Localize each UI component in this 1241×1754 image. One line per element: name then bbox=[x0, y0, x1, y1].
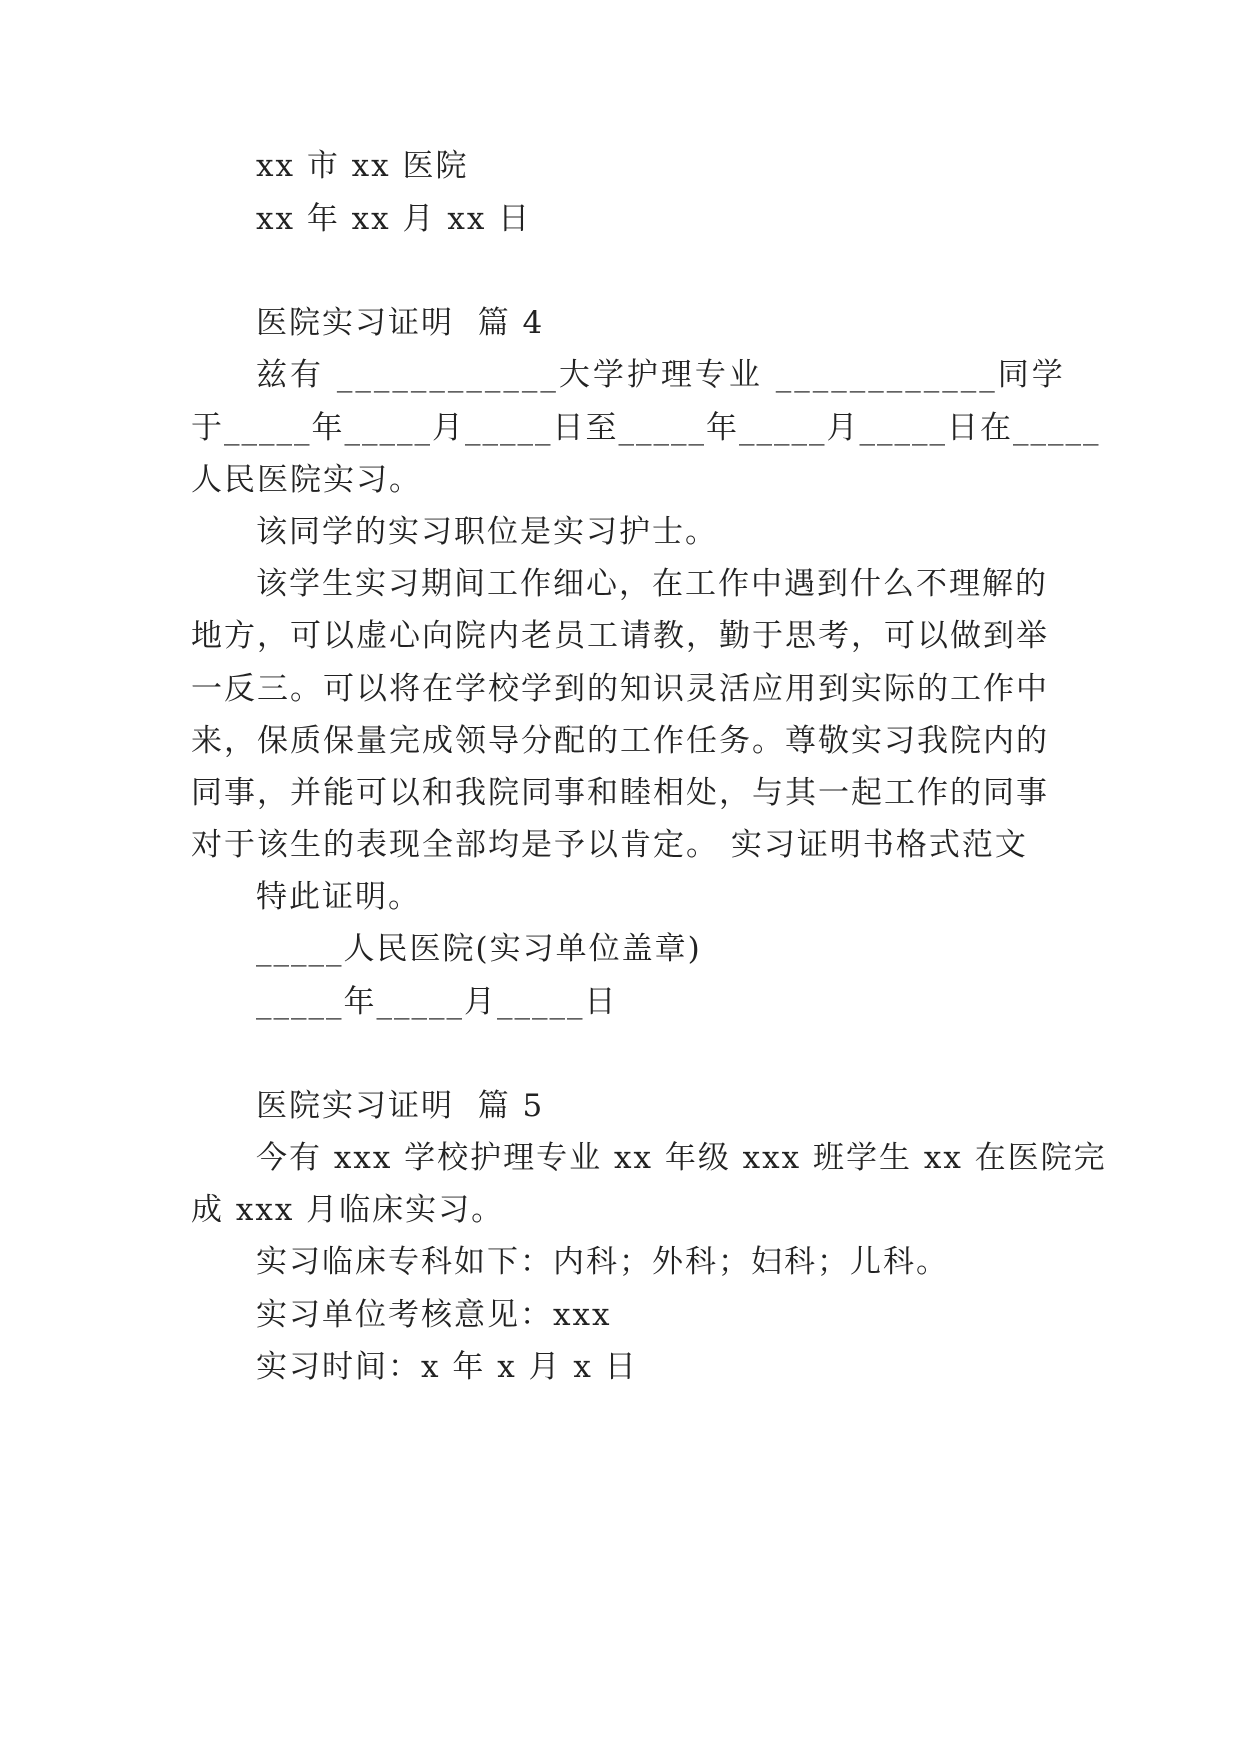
section-4-intro-line-2: 于_____年_____月_____日至_____年_____月_____日在_____ bbox=[191, 410, 1101, 446]
section-5-departments: 实习临床专科如下：内科；外科；妇科；儿科。 bbox=[256, 1244, 949, 1280]
section-4-closing: 特此证明。 bbox=[256, 879, 421, 915]
section-5-heading: 医院实习证明 篇 5 bbox=[256, 1088, 545, 1124]
section-4-intro-line-1: 兹有 ____________大学护理专业 ____________同学 bbox=[256, 357, 1066, 393]
section-4-heading: 医院实习证明 篇 4 bbox=[256, 305, 545, 341]
section-4-eval-line-6: 对于该生的表现全部均是予以肯定。 实习证明书格式范文 bbox=[191, 827, 1028, 863]
section-4-intro-line-3: 人民医院实习。 bbox=[191, 462, 422, 498]
section-5-opinion: 实习单位考核意见：xxx bbox=[256, 1297, 612, 1333]
section-5-time: 实习时间：x 年 x 月 x 日 bbox=[256, 1349, 638, 1385]
section-4-date-line: _____年_____月_____日 bbox=[256, 984, 618, 1020]
section-5-intro-line-2: 成 xxx 月临床实习。 bbox=[191, 1192, 505, 1228]
hospital-signature: xx 市 xx 医院 bbox=[256, 148, 469, 184]
section-4-stamp-line: _____人民医院(实习单位盖章) bbox=[256, 931, 702, 967]
section-4-position: 该同学的实习职位是实习护士。 bbox=[256, 514, 718, 550]
section-4-eval-line-3: 一反三。可以将在学校学到的知识灵活应用到实际的工作中 bbox=[191, 671, 1049, 707]
section-5-intro-line-1: 今有 xxx 学校护理专业 xx 年级 xxx 班学生 xx 在医院完 bbox=[256, 1140, 1107, 1176]
section-4-eval-line-5: 同事，并能可以和我院同事和睦相处，与其一起工作的同事 bbox=[191, 775, 1049, 811]
signature-date: xx 年 xx 月 xx 日 bbox=[256, 201, 532, 237]
section-4-eval-line-2: 地方，可以虚心向院内老员工请教，勤于思考，可以做到举 bbox=[191, 618, 1049, 654]
section-4-eval-line-1: 该学生实习期间工作细心，在工作中遇到什么不理解的 bbox=[256, 566, 1048, 602]
section-4-eval-line-4: 来，保质保量完成领导分配的工作任务。尊敬实习我院内的 bbox=[191, 723, 1049, 759]
